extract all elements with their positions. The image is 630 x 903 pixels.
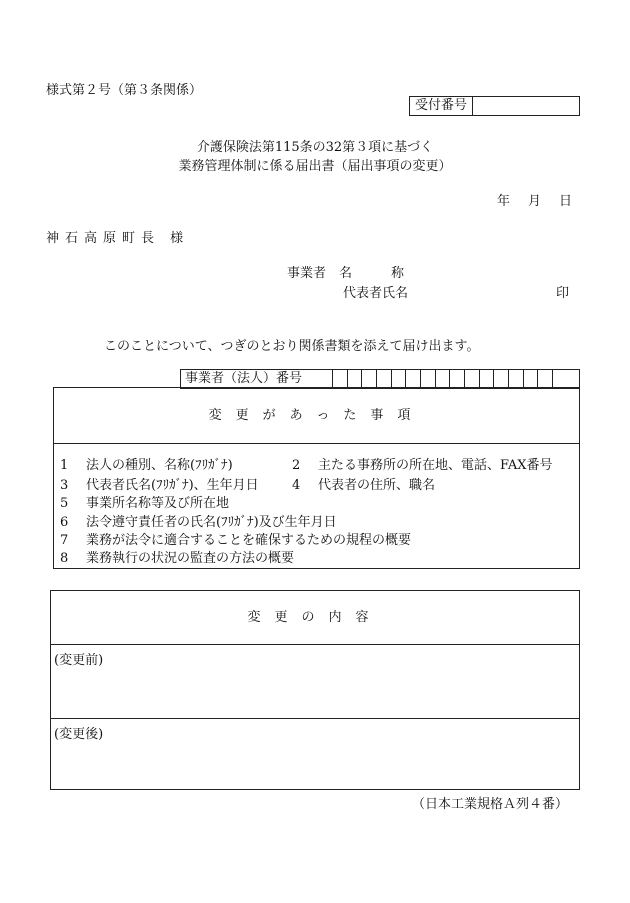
changed-item[interactable]: 5 事業所名称等及び所在地 (60, 496, 230, 511)
receipt-number-box (409, 96, 580, 116)
business-number-cell[interactable] (406, 370, 421, 388)
business-number-cell[interactable] (509, 370, 524, 388)
changed-item[interactable]: 1 法人の種別、名称(ﾌﾘｶﾞﾅ) (60, 458, 233, 473)
business-number-cell[interactable] (436, 370, 451, 388)
business-number-cell[interactable] (524, 370, 539, 388)
form-number-label: 様式第２号（第３条関係） (46, 83, 203, 98)
before-change-label: (変更前) (54, 653, 104, 668)
business-number-cell[interactable] (465, 370, 480, 388)
business-number-cell[interactable] (538, 370, 553, 388)
business-number-cell[interactable] (421, 370, 436, 388)
changed-item[interactable]: 4 代表者の住所、職名 (292, 478, 436, 493)
statement-text: このことについて、つぎのとおり関係書類を添えて届け出ます。 (104, 339, 480, 354)
receipt-number-label: 受付番号 (410, 97, 473, 115)
business-number-cell[interactable] (450, 370, 465, 388)
business-number-cell[interactable] (348, 370, 363, 388)
business-number-label: 事業者（法人）番号 (181, 370, 333, 388)
business-number-cell[interactable] (377, 370, 392, 388)
changed-item[interactable]: 6 法令遵守責任者の氏名(ﾌﾘｶﾞﾅ)及び生年月日 (60, 515, 337, 530)
addressee: 神石高原町長 様 (46, 231, 190, 246)
date-month-label: 月 (528, 194, 542, 209)
changed-items-header: 変更があった事項 (54, 388, 579, 444)
business-number-cell[interactable] (362, 370, 377, 388)
after-change-field[interactable] (51, 719, 579, 789)
business-number-row (180, 369, 580, 389)
business-number-cell[interactable] (553, 370, 568, 388)
business-number-cell[interactable] (480, 370, 495, 388)
paper-size-note: （日本工業規格Ａ列４番） (412, 797, 569, 812)
business-number-cell[interactable] (392, 370, 407, 388)
date-day-label: 日 (559, 194, 573, 209)
business-number-cell[interactable] (333, 370, 348, 388)
change-content-header: 変更の内容 (51, 591, 579, 645)
changed-item[interactable]: 7 業務が法令に適合することを確保するための規程の概要 (60, 533, 412, 548)
changed-item[interactable]: 2 主たる事務所の所在地、電話、FAX番号 (292, 458, 553, 473)
seal-mark: 印 (556, 286, 570, 301)
document-title-line1: 介護保険法第115条の32第３項に基づく (196, 140, 434, 155)
changed-item[interactable]: 8 業務執行の状況の監査の方法の概要 (60, 551, 295, 566)
business-name-label: 事業者 名 称 (287, 266, 405, 281)
business-number-cell[interactable] (494, 370, 509, 388)
changed-item[interactable]: 3 代表者氏名(ﾌﾘｶﾞﾅ)、生年月日 (60, 478, 259, 493)
after-change-label: (変更後) (54, 727, 104, 742)
representative-name-label: 代表者氏名 (343, 286, 409, 301)
document-title-line2: 業務管理体制に係る届出書（届出事項の変更） (178, 159, 452, 174)
change-content-box (50, 590, 580, 790)
before-change-field[interactable] (51, 645, 579, 719)
date-line (497, 190, 572, 209)
date-year-label: 年 (497, 194, 511, 209)
receipt-number-field[interactable] (473, 97, 579, 115)
changed-items-box (53, 387, 580, 569)
